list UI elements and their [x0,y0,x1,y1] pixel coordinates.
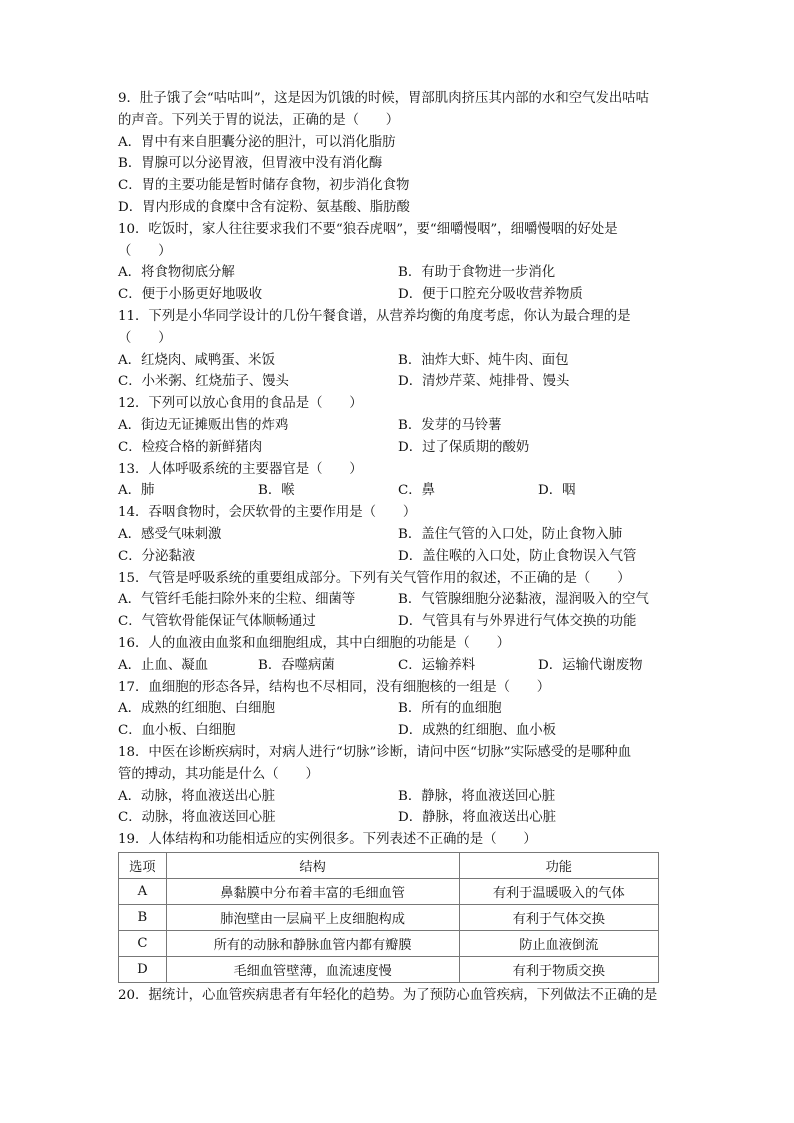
table-cell: B [119,904,167,930]
question-block [118,219,678,306]
answer-option: D．静脉，将血液送出心脏 [398,810,557,826]
answer-option: C．小米粥、红烧茄子、馒头 [118,374,289,390]
question-block [118,88,678,219]
option-row [118,175,678,197]
answer-option: A．肺 [118,483,155,499]
answer-option: D．过了保质期的酸奶 [398,439,530,455]
table-cell: 有利于气体交换 [459,904,658,930]
question-stem: 10．吃饭时，家人往往要求我们不要“狼吞虎咽”，要“细嚼慢咽”，细嚼慢咽的好处是 [118,221,618,237]
table-cell: A [119,878,167,904]
option-row [118,720,678,742]
question-block [118,677,678,742]
question-stem: 管的搏动，其功能是什么（ ） [118,766,319,782]
table-cell: 毛细血管壁薄，血流速度慢 [166,956,459,982]
table-cell: 鼻黏膜中分布着丰富的毛细血管 [166,878,459,904]
question-stem: 的声音。下列关于胃的说法，正确的是（ ） [118,112,400,128]
option-row [118,546,678,568]
question-list [118,88,678,851]
option-row [118,350,678,372]
answer-option: B．气管腺细胞分泌黏液，湿润吸入的空气 [398,592,649,608]
option-row [118,153,678,175]
question-stem: （ ） [118,330,172,346]
answer-option: C．检疫合格的新鲜猪肉 [118,439,263,455]
question-stem: 11．下列是小华同学设计的几份午餐食谱，从营养均衡的角度考虑，你认为最合理的是 [118,308,631,324]
question-block [118,742,678,829]
option-row [118,262,678,284]
table-cell: 所有的动脉和静脉血管内都有瓣膜 [166,930,459,956]
question-block [118,633,678,677]
answer-option: D．咽 [538,483,576,499]
answer-option: C．血小板、白细胞 [118,723,236,739]
table-row [119,904,659,930]
question-stem: 13．人体呼吸系统的主要器官是（ ） [118,461,363,477]
answer-option: B．吞噬病菌 [258,657,335,673]
answer-table [118,852,659,983]
answer-option: A．动脉，将血液送出心脏 [118,788,275,804]
table-header-option: 选项 [119,852,167,878]
table-header-row [119,852,659,878]
answer-option: C．气管软骨能保证气体顺畅通过 [118,614,316,630]
answer-option: A．感受气味刺激 [118,526,222,542]
answer-option: D．成熟的红细胞、血小板 [398,723,557,739]
question-stem: 19．人体结构和功能相适应的实例很多。下列表述不正确的是（ ） [118,832,537,848]
answer-option: C．运输养料 [398,657,476,673]
table-header-function: 功能 [459,852,658,878]
question-block [118,306,678,393]
question-stem: 9．肚子饿了会“咕咕叫”，这是因为饥饿的时候，胃部肌肉挤压其内部的水和空气发出咕咕 [118,91,650,106]
option-row [118,415,678,437]
answer-option: A．胃中有来自胆囊分泌的胆汁，可以消化脂肪 [118,134,396,150]
answer-option: D．胃内形成的食糜中含有淀粉、氨基酸、脂肪酸 [118,199,410,215]
table-cell: D [119,956,167,982]
answer-option: D．便于口腔充分吸收营养物质 [398,287,583,303]
answer-option: D．运输代谢废物 [538,657,643,673]
option-row [118,197,678,219]
answer-option: C．便于小肠更好地吸收 [118,287,263,303]
answer-option: B．喉 [258,483,295,499]
option-row [118,132,678,154]
answer-option: A．红烧肉、咸鸭蛋、米饭 [118,352,275,368]
question-block [118,502,678,567]
question-stem: 15．气管是呼吸系统的重要组成部分。下列有关气管作用的叙述，不正确的是（ ） [118,570,631,586]
table-cell: 有利于物质交换 [459,956,658,982]
option-row [118,480,678,502]
question-block [118,459,678,503]
table-cell: 肺泡壁由一层扁平上皮细胞构成 [166,904,459,930]
answer-option: D．盖住喉的入口处，防止食物误入气管 [398,548,637,564]
answer-option: C．胃的主要功能是暂时储存食物，初步消化食物 [118,178,410,194]
question-stem: （ ） [118,243,172,259]
question-stem: 12．下列可以放心食用的食品是（ ） [118,396,363,412]
answer-option: D．清炒芹菜、炖排骨、馒头 [398,374,570,390]
table-row [119,930,659,956]
answer-option: A．成熟的红细胞、白细胞 [118,701,275,717]
option-row [118,589,678,611]
answer-option: D．气管具有与外界进行气体交换的功能 [398,614,637,630]
question-stem: 16．人的血液由血浆和血细胞组成，其中白细胞的功能是（ ） [118,635,510,651]
answer-option: A．气管纤毛能扫除外来的尘粒、细菌等 [118,592,356,608]
table-row [119,878,659,904]
option-row [118,371,678,393]
option-row [118,437,678,459]
answer-option: B．发芽的马铃薯 [398,417,502,433]
question-block [118,568,678,633]
table-cell: 防止血液倒流 [459,930,658,956]
question-stem: 18．中医在诊断疾病时，对病人进行“切脉”诊断，请问中医“切脉”实际感受的是哪种血 [118,744,632,760]
table-row [119,956,659,982]
option-row [118,698,678,720]
question-page [118,88,678,1007]
answer-option: A．将食物彻底分解 [118,265,235,281]
answer-option: C．动脉，将血液送回心脏 [118,810,276,826]
option-row [118,611,678,633]
table-header-structure: 结构 [166,852,459,878]
answer-option: B．油炸大虾、炖牛肉、面包 [398,352,569,368]
answer-option: B．胃腺可以分泌胃液，但胃液中没有消化酶 [118,156,383,172]
option-row [118,524,678,546]
option-row [118,786,678,808]
answer-option: A．止血、凝血 [118,657,209,673]
question-block [118,829,678,851]
question-stem: 14．吞咽食物时，会厌软骨的主要作用是（ ） [118,505,417,521]
table-cell: 有利于温暖吸入的气体 [459,878,658,904]
question-stem: 20．据统计，心血管疾病患者有年轻化的趋势。为了预防心血管疾病，下列做法不正确的是 [118,987,658,1003]
answer-option: B．有助于食物进一步消化 [398,265,556,281]
answer-option: C．分泌黏液 [118,548,196,564]
question-block [118,393,678,458]
answer-option: A．街边无证摊贩出售的炸鸡 [118,417,289,433]
table-cell: C [119,930,167,956]
answer-option: B．所有的血细胞 [398,701,502,717]
answer-option: B．静脉，将血液送回心脏 [398,788,556,804]
answer-option: C．鼻 [398,483,436,499]
question-stem: 17．血细胞的形态各异，结构也不尽相同，没有细胞核的一组是（ ） [118,679,551,695]
option-row [118,807,678,829]
option-row [118,284,678,306]
answer-option: B．盖住气管的入口处，防止食物入肺 [398,526,623,542]
option-row [118,655,678,677]
